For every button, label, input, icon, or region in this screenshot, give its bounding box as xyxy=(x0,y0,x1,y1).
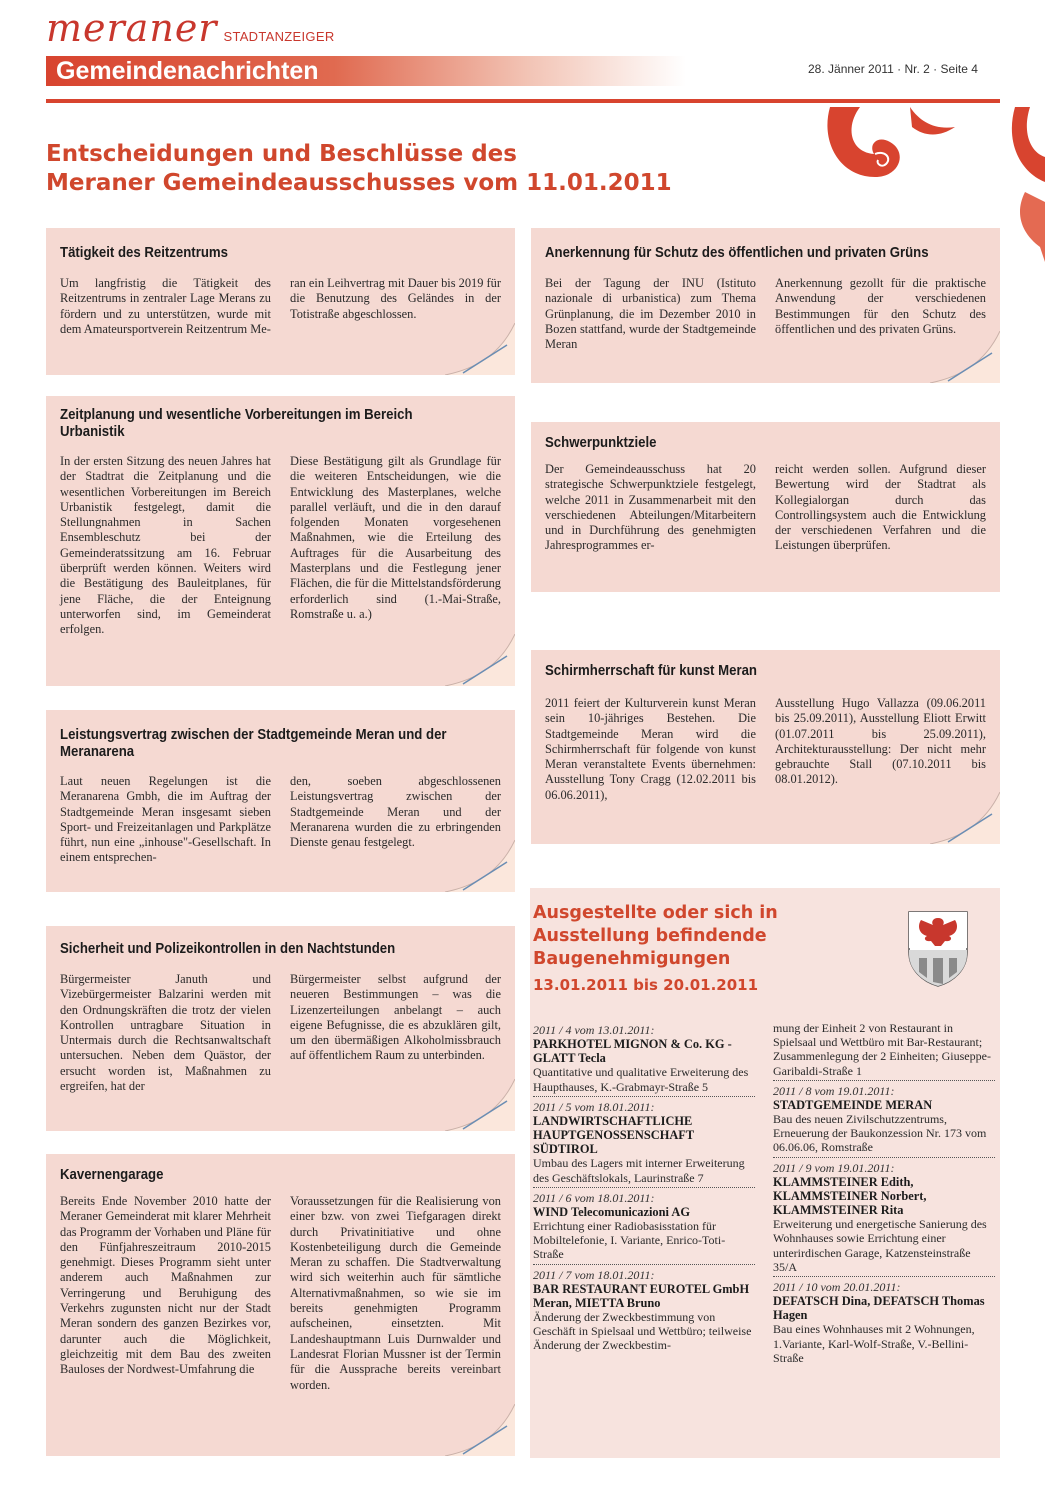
permit-entry xyxy=(773,1084,995,1158)
article-box xyxy=(531,650,1000,844)
permit-entry xyxy=(773,1161,995,1277)
article-body xyxy=(60,774,501,866)
permit-entry xyxy=(533,1023,755,1097)
article-col-1: Um langfristig die Tätigkeit des Reitzentrums in zentraler Lage Merans zu fördern und zu unterstützen, wurde mit dem Amateursportverein Reitzentrum Me- xyxy=(60,276,271,336)
section-title: Gemeindenachrichten xyxy=(56,57,319,85)
permit-description: mung der Einheit 2 von Restaurant in Spielsaal und Wettbüro mit Bar-Restaurant; Zusammenlegung der 2 Einheiten; Giuseppe-Garibaldi-Straße 1 xyxy=(773,1021,991,1078)
permit-applicant: STADTGEMEINDE MERAN xyxy=(773,1097,933,1112)
permit-description: Bau des neuen Zivilschutzzentrums, Erneuerung der Baukonzession Nr. 173 vom 06.06.06, Romstraße xyxy=(773,1112,987,1155)
article-box xyxy=(46,228,515,375)
permit-number: 2011 / 4 vom 13.01.2011: xyxy=(533,1023,655,1037)
coat-of-arms-icon xyxy=(905,908,971,988)
article-body xyxy=(545,462,986,554)
permit-description: Quantitative und qualitative Erweiterung des Haupthauses, K.-Grabmayr-Straße 5 xyxy=(533,1065,749,1094)
permit-applicant: PARKHOTEL MIGNON & Co. KG - GLATT Tecla xyxy=(533,1037,732,1066)
permit-entry xyxy=(773,1280,995,1367)
article-title: Anerkennung für Schutz des öffentlichen und privaten Grüns xyxy=(545,244,929,261)
article-col-2: Voraussetzungen für die Realisierung von einer bzw. von zwei Tiefgaragen direkt durch Privatinitiative und ohne Kostenbeteiligung durch die Gemeinde Meran zu schaffen. Die Stadtverwaltung wird sich weiterhin auch für sämtliche Alternativmaßnahmen, so wie sie im bereits genehmigten Programm aufscheinen, einsetzten. Mit Landeshauptmann Luis Durnwalder und Landesrat Florian Mussner ist der Termin für die Aussprache bereits vereinbart worden. xyxy=(290,1194,501,1392)
article-body xyxy=(60,276,501,337)
permit-number: 2011 / 5 vom 18.01.2011: xyxy=(533,1099,655,1114)
article-title: Tätigkeit des Reitzentrums xyxy=(60,244,228,261)
page-curl-icon xyxy=(445,1079,515,1131)
article-box xyxy=(46,1154,515,1456)
article-col-2: den, soeben abgeschlossenen Leistungsvertrag zwischen der Stadtgemeinde Meran und der Meranarena wurden die zu erbringenden Dienste genau festgelegt. xyxy=(290,774,501,850)
permits-date-range: 13.01.2011 bis 20.01.2011 xyxy=(533,976,759,994)
permits-title-line: Baugenehmigungen xyxy=(533,949,731,969)
page-curl-icon xyxy=(445,840,515,892)
masthead xyxy=(46,8,335,48)
permit-number: 2011 / 10 vom 20.01.2011: xyxy=(773,1280,901,1295)
permit-applicant: BAR RESTAURANT EUROTEL GmbH Meran, MIETTA Bruno xyxy=(533,1281,750,1310)
permit-number: 2011 / 9 vom 19.01.2011: xyxy=(773,1160,895,1175)
permits-list-right xyxy=(773,1021,995,1370)
article-col-1: Bei der Tagung der INU (Istituto nazionale di urbanistica) zum Thema Grünplanung, die im Dezember 2010 in Bozen stattfand, wurde der Stadtgemeinde Meran xyxy=(545,276,756,352)
permits-title xyxy=(533,902,863,971)
permit-description: Erweiterung und energetische Sanierung des Wohnhauses sowie Errichtung einer unterirdischen Garage, Katzensteinstraße 35/A xyxy=(773,1217,987,1274)
permit-applicant: WIND Telecomunicazioni AG xyxy=(533,1204,690,1219)
article-col-1: Laut neuen Regelungen ist die Meranarena Gmbh, die im Auftrag der Stadtgemeinde Meran insgesamt sieben Sport- und Freizeitanlagen und Parkplätze führt, nun eine „inhouse"-Gesellschaft. In einem entsprechen- xyxy=(60,774,271,865)
headline-line-1: Entscheidungen und Beschlüsse des xyxy=(46,141,517,167)
permit-applicant: KLAMMSTEINER Edith, KLAMMSTEINER Norbert, KLAMMSTEINER Rita xyxy=(773,1174,927,1218)
article-box xyxy=(46,926,515,1131)
article-col-1: Der Gemeindeausschuss hat 20 strategische Schwerpunktziele festgelegt, welche 2011 in Zusammenarbeit mit den verschiedenen Abteilungen/Mitarbeitern und in Durchführung des genehmigten Jahresprogrammes er- xyxy=(545,462,756,553)
permits-section xyxy=(530,888,1000,1458)
article-col-2: Anerkennung gezollt für die praktische Anwendung der verschiedenen Bestimmungen für den Schutz des öffentlichen und des privaten Grüns. xyxy=(775,276,986,336)
article-box xyxy=(531,422,1000,592)
page-headline xyxy=(46,140,806,198)
permits-title-line: Ausstellung befindende xyxy=(533,926,767,946)
article-title: Schirmherrschaft für kunst Meran xyxy=(545,662,757,679)
article-title: Kavernengarage xyxy=(60,1166,164,1183)
permit-description: Bau eines Wohnhauses mit 2 Wohnungen, 1.Variante, Karl-Wolf-Straße, V.-Bellini-Straße xyxy=(773,1322,975,1365)
brand-logo: meraner xyxy=(46,6,218,50)
article-body xyxy=(60,972,501,1094)
permit-description: Umbau des Lagers mit interner Erweiterung des Geschäftslokals, Laurinstraße 7 xyxy=(533,1156,745,1185)
page-curl-icon xyxy=(930,792,1000,844)
article-body xyxy=(545,276,986,352)
article-body xyxy=(60,454,501,638)
article-col-2: reicht werden sollen. Aufgrund dieser Bewertung wird der Stadtrat als Kollegialorgan durch das Controllingsystem auch die Entwicklung der verschiedenen Verfahren und die Leistungen überprüfen. xyxy=(775,462,986,553)
permit-description: Änderung der Zweckbestimmung von Geschäft in Spielsaal und Wettbüro; teilweise Änderung der Zweckbestim- xyxy=(533,1310,752,1353)
article-title: Sicherheit und Polizeikontrollen in den Nachtstunden xyxy=(60,940,396,957)
permit-entry xyxy=(533,1268,755,1355)
page-curl-icon xyxy=(445,634,515,686)
article-col-1: Bereits Ende November 2010 hatte der Meraner Gemeinderat mit klarer Mehrheit das Programm der Vorhaben und Pläne für den Fünfjahreszeitraum 2010-2015 genehmigt. Dieses Programm sieht unter anderem auch Maßnahmen zur Verringerung und Beruhigung des Verkehrs zugunsten nicht nur der Stadt Meran sondern des ganzen Bezirkes vor, darunter auch die Möglichkeit, gleichzeitig mit dem Bau des zweiten Bauloses der Nordwest-Umfahrung die xyxy=(60,1194,271,1377)
article-col-1: Bürgermeister Januth und Vizebürgermeister Balzarini werden mit den Ordnungskräften die trotz der vielen Kontrollen untragbare Situation in Untermais durch die Rechtsanwaltschaft untersuchen. Neben dem Quästor, der ersucht worden ist, Maßnahmen zu ergreifen, hat der xyxy=(60,972,271,1094)
permit-description: Errichtung einer Radiobasisstation für Mobiltelefonie, I. Variante, Enrico-Toti-Straße xyxy=(533,1219,726,1262)
brand-subtitle: STADTANZEIGER xyxy=(223,29,335,44)
permit-number: 2011 / 7 vom 18.01.2011: xyxy=(533,1267,655,1282)
article-col-2: Ausstellung Hugo Vallazza (09.06.2011 bis 25.09.2011), Ausstellung Eliott Erwitt (01.07.2011 bis 25.09.2011), Architekturausstellung: Der nicht mehr gebrauchte Stall (07.10.2011 bis 08.01.2012). xyxy=(775,696,986,787)
permit-number: 2011 / 8 vom 19.01.2011: xyxy=(773,1083,895,1098)
article-body xyxy=(60,1194,501,1393)
permit-applicant: LANDWIRTSCHAFTLICHE HAUPTGENOSSENSCHAFT SÜDTIROL xyxy=(533,1113,694,1157)
issue-info: 28. Jänner 2011 · Nr. 2 · Seite 4 xyxy=(808,62,978,76)
headline-line-2: Meraner Gemeindeausschusses vom 11.01.2011 xyxy=(46,170,672,196)
article-box xyxy=(531,228,1000,383)
permit-entry xyxy=(533,1100,755,1188)
article-title: Schwerpunktziele xyxy=(545,434,657,451)
section-banner xyxy=(46,56,686,86)
permit-entry-continued xyxy=(773,1021,995,1081)
article-title: Leistungsvertrag zwischen der Stadtgemeinde Meran und der Meranarena xyxy=(60,726,447,760)
page-curl-icon xyxy=(445,323,515,375)
permits-title-line: Ausgestellte oder sich in xyxy=(533,903,778,923)
article-col-1: In der ersten Sitzung des neuen Jahres hat der Stadtrat die Zeitplanung und die wesentlichen Vorbereitungen im Bereich Urbanistik festgelegt, damit die Stellungnahmen in Sachen Ensembleschutz bei der Gemeinderatssitzung am 16. Februar überprüft werden können. Weiters wird die Bestätigung des Bauleitplanes, für jene Fläche, die der Enteignung unterworfen sind, im Gemeinderat erfolgen. xyxy=(60,454,271,637)
permit-entry xyxy=(533,1191,755,1265)
article-body xyxy=(545,696,986,803)
article-col-2: ran ein Leihvertrag mit Dauer bis 2019 für die Benutzung des Geländes in der Totistraße abgeschlossen. xyxy=(290,276,501,321)
article-col-2: Bürgermeister selbst aufgrund der neueren Bestimmungen – was die Lizenzerteilungen anbelangt – auch eigene Befugnisse, die es abzuklären gilt, um den übermäßigen Alkoholmissbrauch auf öffentlichem Raum zu unterbinden. xyxy=(290,972,501,1063)
page-curl-icon xyxy=(445,1404,515,1456)
permit-number: 2011 / 6 vom 18.01.2011: xyxy=(533,1190,655,1205)
article-box xyxy=(46,396,515,686)
page-curl-icon xyxy=(930,331,1000,383)
article-col-2: Diese Bestätigung gilt als Grundlage für die weiteren Entscheidungen, wie die Entwicklung des Masterplanes, welche parallel verläuft, und die in den darauf folgenden Monaten vorgesehenen Maßnahmen, wie die Erteilung des Auftrages für die Ausarbeitung des Masterplans und die Festlegung jener Flächen, die für die Mittelstandsförderung erforderlich sind (1.-Mai-Straße, Romstraße u. a.) xyxy=(290,454,501,621)
article-title: Zeitplanung und wesentliche Vorbereitungen im Bereich Urbanistik xyxy=(60,406,413,440)
article-box xyxy=(46,710,515,892)
article-col-1: 2011 feiert der Kulturverein kunst Meran sein 10-jähriges Bestehen. Die Stadtgemeinde Meran wird die Schirmherrschaft für folgende von kunst Meran veranstaltete Events übernehmen: Ausstellung Tony Cragg (12.02.2011 bis 06.06.2011), xyxy=(545,696,756,802)
permit-applicant: DEFATSCH Dina, DEFATSCH Thomas Hagen xyxy=(773,1294,985,1323)
permits-list-left xyxy=(533,1023,755,1358)
